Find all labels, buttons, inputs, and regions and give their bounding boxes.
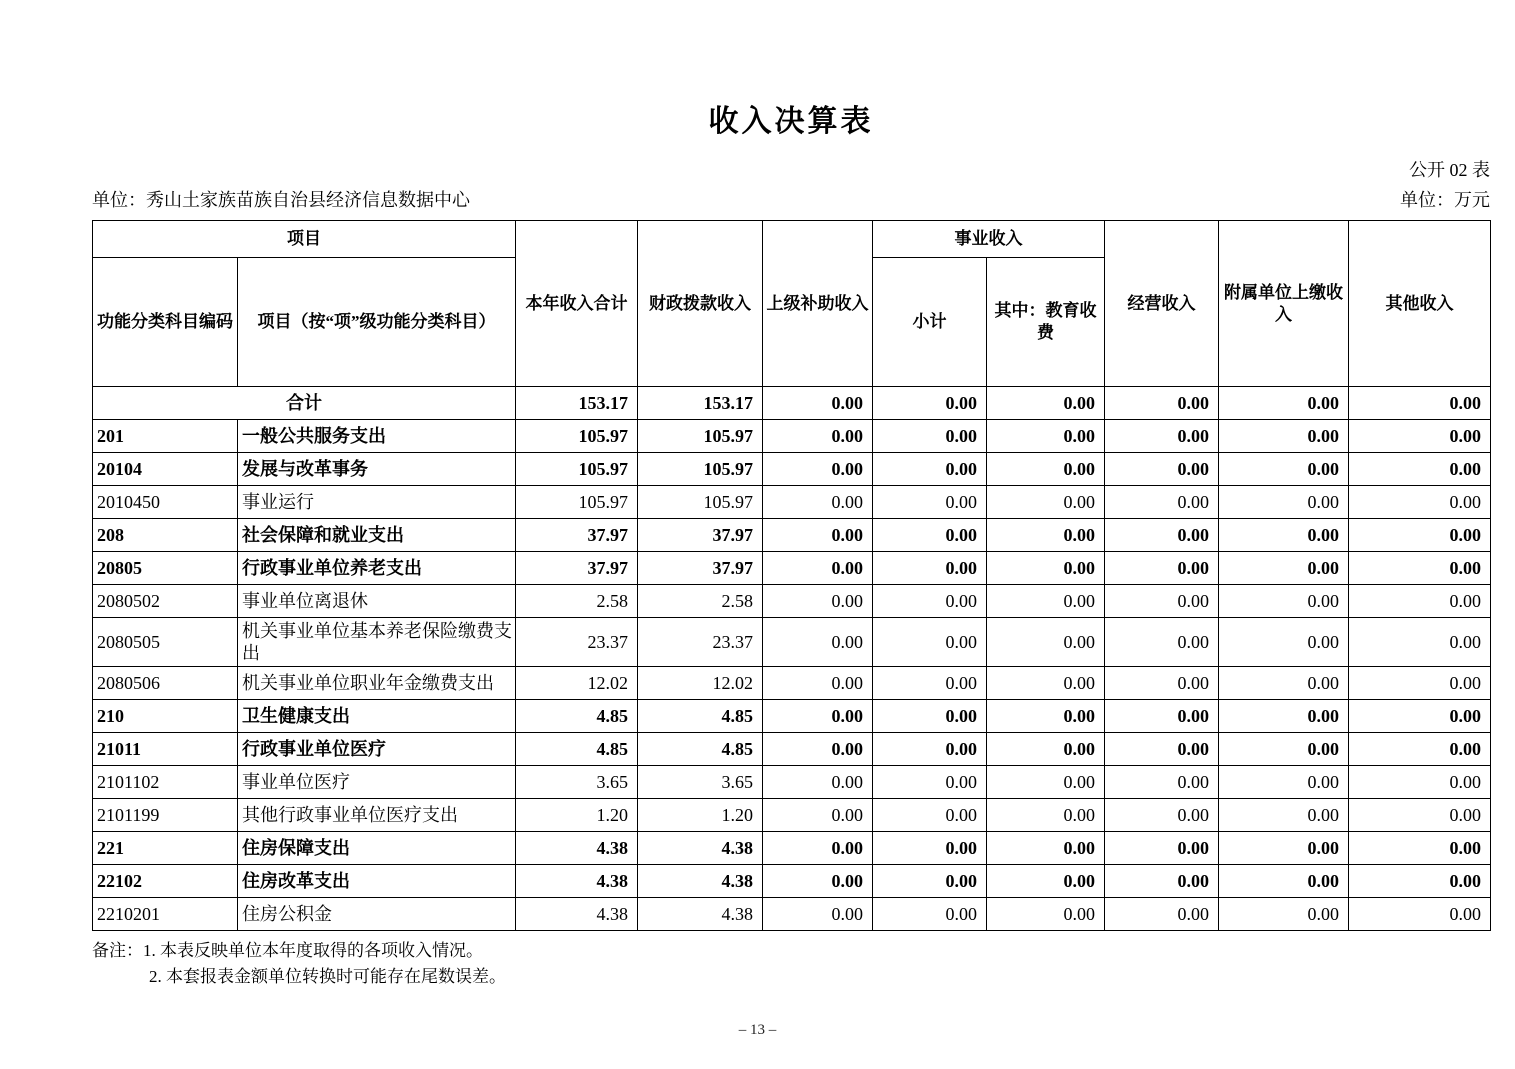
table-row [93,387,1491,420]
table-row [93,700,1491,733]
row-value-cell: 0.00 [987,585,1105,618]
row-value-cell: 0.00 [873,667,987,700]
row-value-cell: 0.00 [1105,420,1219,453]
row-value-cell: 0.00 [1349,519,1491,552]
row-value-cell: 2.58 [638,585,763,618]
row-value-cell: 0.00 [987,618,1105,667]
row-value-cell: 0.00 [763,618,873,667]
header-operating-income: 经营收入 [1105,221,1219,387]
row-project-name: 社会保障和就业支出 [238,519,516,552]
row-value-cell: 0.00 [873,519,987,552]
row-value-cell: 0.00 [1105,733,1219,766]
row-project-name: 机关事业单位职业年金缴费支出 [238,667,516,700]
row-value-cell: 0.00 [873,733,987,766]
row-value-cell: 2.58 [516,585,638,618]
row-value-cell: 0.00 [763,585,873,618]
row-value-cell: 0.00 [873,832,987,865]
table-row [93,453,1491,486]
row-value-cell: 0.00 [1219,766,1349,799]
row-value-cell: 105.97 [516,420,638,453]
row-value-cell: 0.00 [1219,420,1349,453]
row-value-cell: 0.00 [987,552,1105,585]
row-value-cell: 3.65 [638,766,763,799]
row-value-cell: 0.00 [1349,585,1491,618]
table-row [93,618,1491,667]
row-value-cell: 0.00 [1349,733,1491,766]
row-value-cell: 23.37 [516,618,638,667]
row-value-cell: 4.38 [638,832,763,865]
row-value-cell: 0.00 [987,453,1105,486]
row-project-name: 住房公积金 [238,898,516,931]
row-function-code: 20104 [93,453,238,486]
row-value-cell: 12.02 [516,667,638,700]
row-total-label: 合计 [93,387,516,420]
row-project-name: 发展与改革事务 [238,453,516,486]
row-value-cell: 105.97 [638,453,763,486]
row-value-cell: 153.17 [638,387,763,420]
row-value-cell: 0.00 [1349,898,1491,931]
table-row [93,552,1491,585]
row-project-name: 行政事业单位医疗 [238,733,516,766]
row-value-cell: 0.00 [1219,799,1349,832]
row-value-cell: 0.00 [1219,387,1349,420]
row-function-code: 2010450 [93,486,238,519]
row-value-cell: 0.00 [1105,832,1219,865]
row-value-cell: 105.97 [516,453,638,486]
row-value-cell: 0.00 [763,700,873,733]
row-value-cell: 0.00 [1349,486,1491,519]
row-value-cell: 0.00 [763,519,873,552]
row-value-cell: 0.00 [1219,865,1349,898]
row-value-cell: 1.20 [516,799,638,832]
row-value-cell: 0.00 [1349,387,1491,420]
row-project-name: 住房保障支出 [238,832,516,865]
document-page [92,0,1490,990]
table-row [93,898,1491,931]
table-row [93,519,1491,552]
row-value-cell: 23.37 [638,618,763,667]
row-value-cell: 0.00 [1105,519,1219,552]
row-value-cell: 0.00 [1105,766,1219,799]
row-value-cell: 0.00 [1219,832,1349,865]
row-value-cell: 0.00 [1105,667,1219,700]
row-value-cell: 105.97 [638,486,763,519]
row-value-cell: 105.97 [516,486,638,519]
row-value-cell: 0.00 [763,420,873,453]
row-value-cell: 0.00 [987,865,1105,898]
header-project-group: 项目 [93,221,516,258]
row-project-name: 行政事业单位养老支出 [238,552,516,585]
row-value-cell: 0.00 [873,585,987,618]
row-project-name: 事业单位医疗 [238,766,516,799]
row-value-cell: 0.00 [1349,618,1491,667]
row-value-cell: 0.00 [763,898,873,931]
row-value-cell: 0.00 [763,865,873,898]
row-value-cell: 4.38 [638,865,763,898]
row-value-cell: 0.00 [987,733,1105,766]
row-project-name: 机关事业单位基本养老保险缴费支出 [238,618,516,667]
row-project-name: 事业运行 [238,486,516,519]
row-value-cell: 0.00 [1105,618,1219,667]
row-value-cell: 0.00 [987,832,1105,865]
table-row [93,865,1491,898]
row-value-cell: 0.00 [1105,453,1219,486]
row-value-cell: 0.00 [1349,832,1491,865]
row-value-cell: 0.00 [873,766,987,799]
row-value-cell: 0.00 [873,387,987,420]
row-value-cell: 0.00 [763,453,873,486]
row-value-cell: 0.00 [1105,799,1219,832]
row-value-cell: 0.00 [1349,865,1491,898]
row-function-code: 208 [93,519,238,552]
row-value-cell: 1.20 [638,799,763,832]
row-value-cell: 0.00 [763,486,873,519]
row-value-cell: 0.00 [1349,766,1491,799]
meta-row [92,188,1490,212]
row-value-cell: 0.00 [987,766,1105,799]
header-subtotal: 小计 [873,258,987,387]
row-value-cell: 37.97 [638,552,763,585]
row-value-cell: 0.00 [1349,552,1491,585]
row-value-cell: 3.65 [516,766,638,799]
row-function-code: 2080506 [93,667,238,700]
row-value-cell: 0.00 [1105,898,1219,931]
row-value-cell: 4.38 [516,898,638,931]
row-value-cell: 0.00 [763,766,873,799]
footnotes [92,938,1490,990]
page-title: 收入决算表 [708,105,874,138]
row-function-code: 221 [93,832,238,865]
header-education-fee: 其中：教育收费 [987,258,1105,387]
row-project-name: 住房改革支出 [238,865,516,898]
currency-unit-label: 单位：万元 [1400,190,1490,210]
header-other-income: 其他收入 [1349,221,1491,387]
row-function-code: 2080505 [93,618,238,667]
row-value-cell: 0.00 [873,552,987,585]
row-value-cell: 37.97 [516,552,638,585]
row-function-code: 2080502 [93,585,238,618]
row-value-cell: 0.00 [1105,700,1219,733]
row-value-cell: 0.00 [1105,585,1219,618]
table-row [93,667,1491,700]
row-value-cell: 0.00 [1219,519,1349,552]
row-value-cell: 0.00 [873,618,987,667]
row-function-code: 201 [93,420,238,453]
header-function-code: 功能分类科目编码 [93,258,238,387]
row-value-cell: 0.00 [1349,420,1491,453]
row-value-cell: 4.85 [638,733,763,766]
table-header [93,221,1491,387]
table-row [93,585,1491,618]
row-value-cell: 0.00 [1349,667,1491,700]
row-value-cell: 4.38 [638,898,763,931]
row-value-cell: 0.00 [1105,552,1219,585]
row-value-cell: 0.00 [1219,700,1349,733]
row-function-code: 22102 [93,865,238,898]
row-value-cell: 12.02 [638,667,763,700]
row-project-name: 一般公共服务支出 [238,420,516,453]
row-value-cell: 0.00 [763,387,873,420]
row-value-cell: 0.00 [873,898,987,931]
row-value-cell: 0.00 [763,832,873,865]
row-project-name: 卫生健康支出 [238,700,516,733]
row-value-cell: 0.00 [1105,486,1219,519]
row-function-code: 2101199 [93,799,238,832]
table-row [93,486,1491,519]
header-business-income-group: 事业收入 [873,221,1105,258]
row-value-cell: 0.00 [1349,453,1491,486]
row-function-code: 20805 [93,552,238,585]
row-project-name: 其他行政事业单位医疗支出 [238,799,516,832]
row-value-cell: 0.00 [987,898,1105,931]
row-value-cell: 37.97 [516,519,638,552]
row-value-cell: 0.00 [1219,453,1349,486]
row-value-cell: 0.00 [763,799,873,832]
row-value-cell: 0.00 [1219,552,1349,585]
footnote-1: 备注：1. 本表反映单位本年度取得的各项收入情况。 [92,941,483,960]
table-row [93,766,1491,799]
row-value-cell: 0.00 [1219,667,1349,700]
unit-name-label: 单位：秀山土家族苗族自治县经济信息数据中心 [92,190,470,210]
row-value-cell: 0.00 [987,420,1105,453]
row-value-cell: 4.85 [638,700,763,733]
row-project-name: 事业单位离退休 [238,585,516,618]
row-value-cell: 0.00 [763,552,873,585]
row-value-cell: 0.00 [873,865,987,898]
row-value-cell: 0.00 [873,486,987,519]
header-total-income: 本年收入合计 [516,221,638,387]
table-row [93,799,1491,832]
row-value-cell: 0.00 [763,667,873,700]
header-fiscal-allocation: 财政拨款收入 [638,221,763,387]
row-function-code: 2101102 [93,766,238,799]
header-affiliated-remit: 附属单位上缴收入 [1219,221,1349,387]
row-value-cell: 0.00 [987,799,1105,832]
row-value-cell: 0.00 [873,420,987,453]
row-value-cell: 0.00 [763,733,873,766]
table-row [93,733,1491,766]
row-function-code: 210 [93,700,238,733]
row-value-cell: 0.00 [1219,486,1349,519]
row-value-cell: 0.00 [987,700,1105,733]
footnote-2: 2. 本套报表金额单位转换时可能存在尾数误差。 [149,967,506,986]
row-value-cell: 0.00 [987,667,1105,700]
row-value-cell: 0.00 [873,799,987,832]
row-value-cell: 0.00 [1105,865,1219,898]
row-value-cell: 105.97 [638,420,763,453]
row-value-cell: 0.00 [1105,387,1219,420]
page-number: – 13 – [738,1022,777,1038]
income-final-accounts-table [92,220,1491,931]
row-value-cell: 0.00 [873,700,987,733]
table-row [93,420,1491,453]
row-value-cell: 0.00 [1219,618,1349,667]
row-value-cell: 0.00 [987,387,1105,420]
row-value-cell: 0.00 [1219,733,1349,766]
row-function-code: 2210201 [93,898,238,931]
row-value-cell: 0.00 [987,486,1105,519]
row-value-cell: 0.00 [873,453,987,486]
row-value-cell: 0.00 [1219,898,1349,931]
row-value-cell: 4.85 [516,733,638,766]
header-superior-subsidy: 上级补助收入 [763,221,873,387]
row-value-cell: 153.17 [516,387,638,420]
header-project-item: 项目（按“项”级功能分类科目） [238,258,516,387]
table-code-label: 公开 02 表 [1409,160,1490,180]
row-value-cell: 37.97 [638,519,763,552]
row-value-cell: 4.38 [516,832,638,865]
row-value-cell: 4.38 [516,865,638,898]
row-function-code: 21011 [93,733,238,766]
table-row [93,832,1491,865]
table-body [93,387,1491,931]
row-value-cell: 0.00 [1349,799,1491,832]
row-value-cell: 4.85 [516,700,638,733]
row-value-cell: 0.00 [1219,585,1349,618]
row-value-cell: 0.00 [1349,700,1491,733]
row-value-cell: 0.00 [987,519,1105,552]
